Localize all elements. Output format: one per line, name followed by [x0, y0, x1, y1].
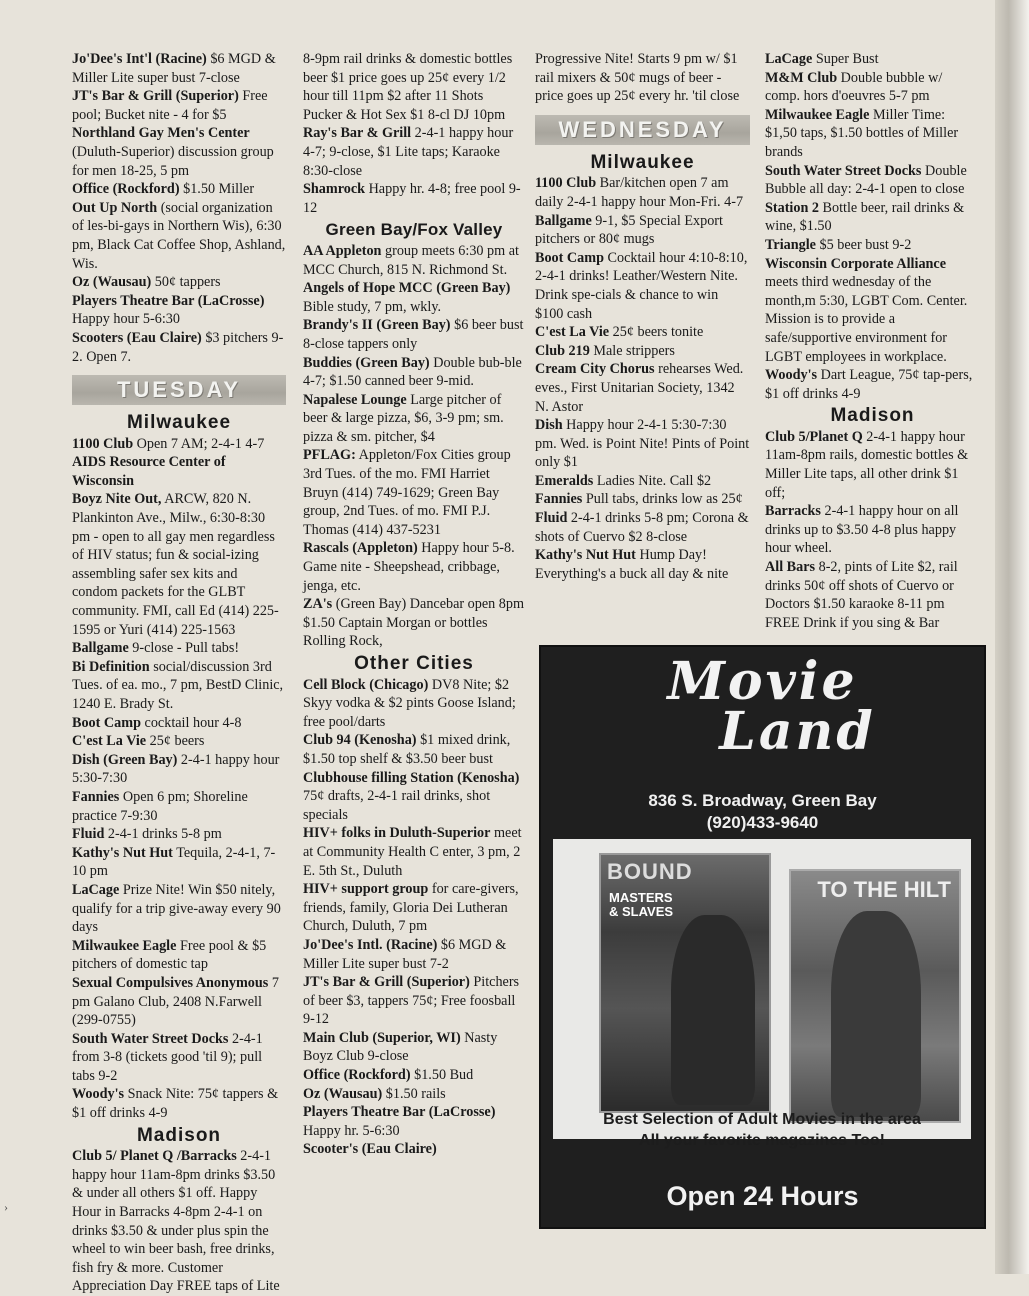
listing-details: 8-9pm rail drinks & domestic bottles beer $1 price goes up 25¢ every 1/2 hour till 11pm $2 after 11 Shots Pucker & Hot Sex $1 8-cl DJ 10pm	[303, 51, 513, 123]
listing-details: Appleton/Fox Cities group 3rd Tues. of the mo. FMI Harriet Bruyn (414) 749-1629; Green Bay group, 2nd Tues. of mo. FMI P.J. Thomas (414) 437-5231	[303, 447, 511, 538]
listing-details: 2-4-1 happy hour 11am-8pm rails, domestic bottles & Miller Lite taps, all other drink $1 off;	[765, 428, 969, 501]
wednesday-banner: WEDNESDAY	[535, 115, 750, 145]
listing-details: Miller Time: $1,50 taps, $1.50 bottles of Miller brands	[765, 106, 959, 160]
listing-name: Kathy's Nut Hut	[535, 547, 636, 564]
listing-entry	[535, 472, 750, 491]
column-1	[72, 50, 286, 1296]
listing-details: (social organization of les-bi-gays in Northern Wis), 6:30 pm, Black Cat Coffee Shop, Ashland, Wis.	[72, 199, 286, 272]
listing-name: 1100 Club	[535, 175, 597, 192]
listing-entry	[765, 558, 980, 632]
column-2	[303, 50, 525, 1159]
listing-details: $1 mixed drink, $1.50 top shelf & $3.50 beer bust	[303, 732, 511, 767]
list-col3a	[535, 50, 750, 106]
city-heading-milwaukee-wed: Milwaukee	[590, 151, 695, 173]
listing-name: Northland Gay Men's Center	[72, 125, 250, 142]
listing-name: Jo'Dee's Intl. (Racine)	[303, 936, 438, 953]
listing-details: 2-4-1 drinks 5-8 pm	[104, 826, 222, 843]
listing-name: Scooter's (Eau Claire)	[303, 1141, 437, 1158]
listing-entry	[303, 279, 525, 316]
listing-entry	[303, 539, 525, 595]
listing-name: South Water Street Docks	[765, 162, 922, 179]
list-col2b	[303, 242, 525, 651]
ad-tagline	[553, 1109, 971, 1151]
list-col2c	[303, 676, 525, 1159]
listing-entry	[72, 639, 286, 658]
tuesday-banner: TUESDAY	[72, 375, 286, 405]
listing-entry	[765, 255, 980, 367]
listing-name: All Bars	[765, 559, 816, 576]
listing-entry	[535, 490, 750, 509]
listing-entry	[303, 769, 525, 825]
listing-name: Office (Rockford)	[303, 1067, 411, 1084]
listing-details: Progressive Nite! Starts 9 pm w/ $1 rail mixers & 50¢ mugs of beer - price goes up 25¢ every hr. 'til close	[535, 51, 740, 105]
listing-details: Happy hr. 5-6:30	[303, 1122, 400, 1139]
listing-details: meets third wednesday of the month,m 5:30, LGBT Com. Center. Mission is to provide a safe/supportive environment for LGBT employees in workplace.	[765, 274, 968, 365]
listing-name: Ballgame	[72, 640, 129, 657]
listing-name: Dish (Green Bay)	[72, 751, 178, 768]
listing-details: for care-givers, friends, family, Gloria Dei Lutheran Church, Duluth, 7 pm	[303, 881, 519, 935]
ad-tagline-1: Best Selection of Adult Movies in the area	[603, 1111, 921, 1128]
listing-name: 1100 Club	[72, 435, 134, 452]
listing-details: 9-1, $5 Special Export pitchers or 80¢ mugs	[535, 212, 723, 248]
listing-name: C'est La Vie	[535, 324, 610, 341]
magazine-cover-image	[599, 853, 771, 1113]
listing-entry	[72, 714, 286, 733]
listing-details: $3 pitchers 9-2. Open 7.	[72, 329, 284, 365]
listing-name: Clubhouse filling Station (Kenosha)	[303, 769, 520, 786]
listing-details: Prize Nite! Win $50 nitely, qualify for a trip give-away every 90 days	[72, 881, 281, 936]
listing-entry	[72, 844, 286, 881]
listing-entry	[303, 180, 525, 217]
page-edge	[995, 0, 1029, 1274]
margin-mark: ›	[4, 1200, 8, 1214]
listing-entry	[765, 366, 980, 403]
listing-name: AA Appleton	[303, 242, 382, 259]
listing-details: 2-4-1 happy hour on all drinks up to $3.50 4-8 plus happy hour wheel.	[765, 503, 959, 557]
listing-details: 25¢ beers	[146, 733, 205, 750]
ad-title-line1: Movie	[667, 651, 858, 712]
listing-details: 25¢ beers tonite	[609, 324, 704, 341]
list-col1b	[72, 435, 286, 1123]
listing-name: Boot Camp	[72, 714, 141, 731]
listing-entry	[72, 937, 286, 974]
listing-details: Bible study, 7 pm, wkly.	[303, 298, 442, 315]
listing-name: Triangle	[765, 236, 816, 253]
listing-name: Wisconsin Corporate Alliance	[765, 255, 947, 272]
listing-entry	[72, 881, 286, 937]
listing-entry	[72, 199, 286, 273]
listing-entry	[765, 428, 980, 502]
listing-name: JT's Bar & Grill (Superior)	[303, 974, 470, 991]
listing-entry	[535, 212, 750, 249]
list-col1	[72, 50, 286, 366]
list-col4b	[765, 428, 980, 633]
listing-details: Happy hour 2-4-1 5:30-7:30 pm. Wed. is Point Nite! Pints of Point only $1	[535, 417, 750, 471]
listing-entry	[72, 658, 286, 714]
listing-entry	[72, 87, 286, 124]
listing-entry	[535, 174, 750, 211]
listing-details: 9-close - Pull tabs!	[128, 640, 240, 657]
listing-entry	[765, 502, 980, 558]
listing-entry	[535, 323, 750, 342]
listing-name: HIV+ support group	[303, 881, 429, 898]
listing-name: Main Club (Superior, WI)	[303, 1029, 461, 1046]
listing-entry	[72, 1085, 286, 1122]
listing-details: Nasty Boyz Club 9-close	[303, 1029, 498, 1065]
list-col3b	[535, 174, 750, 583]
listing-entry	[535, 360, 750, 416]
listing-name: Emeralds	[535, 472, 594, 489]
movie-land-ad	[539, 645, 986, 1229]
listing-details: 2-4-1 happy hour 5:30-7:30	[72, 751, 280, 787]
listing-details: group meets 6:30 pm at MCC Church, 815 N. Richmond St.	[303, 242, 519, 278]
listing-entry	[535, 509, 750, 546]
listing-name: LaCage	[72, 881, 120, 898]
listing-entry	[303, 1085, 525, 1104]
listing-details: Snack Nite: 75¢ tappers & $1 off drinks 4-9	[72, 1086, 279, 1122]
listing-details: Tequila, 2-4-1, 7-10 pm	[72, 844, 276, 880]
listing-details: 8-2, pints of Lite $2, rail drinks 50¢ off shots of Cuervo or Doctors $1.50 karaoke 8-11 pm FREE Drink if you sing & Bar	[765, 559, 958, 631]
magazine-title: BOUND	[607, 859, 693, 884]
listing-entry	[303, 936, 525, 973]
listing-details: $1.50 Bud	[410, 1067, 474, 1084]
listing-entry	[303, 824, 525, 880]
ad-address: 836 S. Broadway, Green Bay	[648, 791, 877, 810]
listing-name: Scooters (Eau Claire)	[72, 329, 202, 346]
listing-details: $6 MGD & Miller Lite super bust 7-close	[72, 51, 276, 86]
listing-name: PFLAG:	[303, 447, 356, 464]
listing-name: Oz (Wausau)	[303, 1085, 383, 1102]
listing-entry	[765, 106, 980, 162]
listing-name: Barracks	[765, 503, 821, 520]
column-3	[535, 50, 750, 583]
ad-title-line2: Land	[719, 701, 876, 762]
listing-name: Napalese Lounge	[303, 391, 407, 408]
listing-name: Club 94 (Kenosha)	[303, 732, 417, 749]
listing-name: Club 219	[535, 342, 590, 359]
listing-details: $6 beer bust 8-close tappers only	[303, 317, 524, 352]
listing-details: Double bubble w/ comp. hors d'oeuvres 5-7 pm	[765, 69, 943, 105]
listing-name: Oz (Wausau)	[72, 274, 152, 291]
listing-entry	[303, 595, 525, 651]
listing-entry	[72, 453, 286, 490]
listing-entry	[303, 973, 525, 1029]
listing-name: Ballgame	[535, 212, 592, 229]
listing-entry	[72, 490, 286, 639]
listing-entry	[72, 732, 286, 751]
listing-name: Station 2	[765, 199, 819, 216]
city-heading-other: Other Cities	[354, 653, 474, 674]
listing-name: Fannies	[72, 788, 120, 805]
listing-name: AIDS Resource Center of Wisconsin	[72, 454, 226, 489]
listing-entry	[303, 391, 525, 447]
listing-name: Angels of Hope MCC (Green Bay)	[303, 280, 511, 297]
listing-entry	[72, 435, 286, 454]
cover-figure-image	[671, 915, 755, 1105]
listing-name: Fluid	[72, 826, 105, 843]
city-heading-madison-wed: Madison	[830, 405, 915, 427]
listing-entry	[303, 731, 525, 768]
listing-name: South Water Street Docks	[72, 1030, 229, 1047]
listing-entry	[72, 124, 286, 180]
listing-details: cocktail hour 4-8	[140, 714, 242, 731]
magazine-cover-image-2	[789, 869, 961, 1123]
listing-details: Bar/kitchen open 7 am daily 2-4-1 happy hour Mon-Fri. 4-7	[535, 175, 744, 210]
listing-details: Open 7 AM; 2-4-1 4-7	[133, 435, 265, 452]
listing-details: social/discussion 3rd Tues. of ea. mo., 7 pm, BestD Clinic, 1240 E. Brady St.	[72, 658, 284, 712]
listing-name: Milwaukee Eagle	[72, 937, 177, 954]
listing-entry	[303, 676, 525, 732]
listing-entry	[72, 1030, 286, 1086]
listing-name: M&M Club	[765, 69, 838, 86]
ad-phone: (920)433-9640	[706, 813, 819, 832]
listing-entry	[303, 242, 525, 279]
listing-details: meet at Community Health C enter, 3 pm, 2 E. 5th St., Duluth	[303, 825, 522, 879]
listing-entry	[72, 292, 286, 329]
listing-entry	[303, 124, 525, 180]
listing-name: Boyz Nite Out,	[72, 491, 162, 508]
listing-name: Players Theatre Bar (LaCrosse)	[303, 1104, 496, 1121]
listing-details: Large pitcher of beer & large pizza, $6, 3-9 pm; sm. pizza & sm. pitcher, $4	[303, 391, 504, 445]
listing-entry	[765, 69, 980, 106]
listing-entry	[535, 342, 750, 361]
listing-name: Club 5/Planet Q	[765, 428, 863, 445]
listing-details: 2-4-1 happy hour 4-7; 9-close, $1 Lite taps; Karaoke 8:30-close	[303, 125, 514, 179]
listing-name: Woody's	[765, 367, 818, 384]
listing-details: Ladies Nite. Call $2	[593, 472, 712, 489]
cover-figure-image-2	[831, 911, 921, 1117]
listing-details: Happy hour 5-8. Game nite - Sheepshead, cribbage, jenga, etc.	[303, 540, 515, 594]
listing-entry	[72, 329, 286, 366]
listing-name: Cream City Chorus	[535, 361, 655, 378]
magazine-subtitle: MASTERS & SLAVES	[609, 890, 674, 919]
listing-entry	[72, 273, 286, 292]
listing-name: Cell Block (Chicago)	[303, 676, 429, 693]
list-col4a	[765, 50, 980, 403]
listing-name: Ray's Bar & Grill	[303, 125, 412, 142]
listing-entry	[303, 446, 525, 539]
listing-name: Milwaukee Eagle	[765, 106, 870, 123]
listing-entry	[535, 546, 750, 583]
listing-entry	[303, 1103, 525, 1140]
listing-name: Dish	[535, 417, 563, 434]
listing-entry	[535, 416, 750, 472]
listing-details: 50¢ tappers	[151, 274, 221, 291]
city-heading-green-bay: Green Bay/Fox Valley	[325, 220, 503, 240]
listing-name: Rascals (Appleton)	[303, 540, 418, 557]
listing-name: Shamrock	[303, 181, 366, 198]
listing-details: Happy hour 5-6:30	[72, 311, 180, 328]
listing-entry	[765, 162, 980, 199]
listing-entry	[765, 50, 980, 69]
ad-hours: Open 24 Hours	[666, 1181, 859, 1211]
listing-name: Woody's	[72, 1086, 125, 1103]
listing-entry	[72, 751, 286, 788]
listing-details: 75¢ drafts, 2-4-1 rail drinks, shot specials	[303, 788, 491, 823]
listing-name: HIV+ folks in Duluth-Superior	[303, 825, 491, 842]
listing-details: 2-4-1 happy hour 11am-8pm drinks $3.50 & under all others $1 off. Happy Hour in Barracks 4-8pm 2-4-1 on drinks $3.50 & under plus spin the wheel to win beer bash, free drinks, fish fry & more. Customer Appreciation Day FREE taps of Lite	[72, 1148, 280, 1295]
city-heading-madison: Madison	[136, 1124, 222, 1146]
city-heading-milwaukee: Milwaukee	[126, 412, 232, 434]
listing-details: (Green Bay) Dancebar open 8pm $1.50 Captain Morgan or bottles Rolling Rock,	[303, 596, 525, 650]
listing-entry	[303, 316, 525, 353]
listing-details: 2-4-1 drinks 5-8 pm; Corona & shots of Cuervo $2 8-close	[535, 510, 749, 545]
listing-entry	[303, 50, 525, 124]
listing-entry	[303, 1140, 525, 1159]
listing-name: Players Theatre Bar (LaCrosse)	[72, 292, 265, 309]
listing-details: Open 6 pm; Shoreline practice 7-9:30	[72, 788, 248, 824]
listing-entry	[303, 880, 525, 936]
column-4	[765, 50, 980, 632]
magazine-title-2: TO THE HILT	[817, 877, 951, 902]
listing-name: Office (Rockford)	[72, 181, 180, 198]
listing-details: rehearses Wed. eves., First Unitarian Society, 1342 N. Astor	[535, 361, 744, 415]
listing-entry	[765, 199, 980, 236]
listing-details: Double Bubble all day: 2-4-1 open to close	[765, 162, 967, 198]
listing-details: Pitchers of beer $3, tappers 75¢; Free foosball 9-12	[303, 974, 520, 1028]
ad-photo-panel	[553, 839, 971, 1139]
listing-name: Sexual Compulsives Anonymous	[72, 974, 269, 991]
listing-entry	[535, 50, 750, 106]
listing-details: Happy hr. 4-8; free pool 9-12	[303, 181, 521, 216]
listing-details: Free pool; Bucket nite - 4 for $5	[72, 88, 268, 123]
ad-title	[541, 651, 984, 762]
listing-details: 7 pm Galano Club, 2408 N.Farwell (299-0755)	[72, 974, 279, 1029]
listing-details: Free pool & $5 pitchers of domestic tap	[72, 937, 267, 973]
listing-name: ZA's	[303, 596, 333, 613]
ad-tagline-2: All your favorite magazines Too!	[639, 1132, 885, 1149]
listing-details: $1.50 rails	[382, 1085, 446, 1102]
listing-entry	[72, 825, 286, 844]
listing-name: JT's Bar & Grill (Superior)	[72, 88, 239, 105]
listing-details: $6 MGD & Miller Lite super bust 7-2	[303, 936, 507, 972]
listing-name: Boot Camp	[535, 249, 604, 266]
listing-details: Cocktail hour 4:10-8:10, 2-4-1 drinks! Leather/Western Nite. Drink spe-cials & chance to win $100 cash	[535, 249, 748, 322]
listing-entry	[765, 236, 980, 255]
listing-details: $1.50 Miller	[179, 181, 255, 198]
listing-name: Jo'Dee's Int'l (Racine)	[72, 51, 207, 67]
listing-entry	[72, 788, 286, 825]
listing-details: 2-4-1 from 3-8 (tickets good 'til 9); pull tabs 9-2	[72, 1030, 263, 1084]
listing-details: Super Bust	[812, 51, 879, 67]
listing-details: DV8 Nite; $2 Skyy vodka & $2 pints Goose Island; free pool/darts	[303, 676, 516, 730]
listing-entry	[72, 974, 286, 1030]
listing-entry	[303, 354, 525, 391]
listing-entry	[535, 249, 750, 323]
listing-entry	[72, 180, 286, 199]
listing-details: Double bub-ble 4-7; $1.50 canned beer 9-mid.	[303, 354, 522, 390]
listing-name: Brandy's II (Green Bay)	[303, 317, 451, 334]
listing-name: C'est La Vie	[72, 733, 147, 750]
listing-name: Out Up North	[72, 199, 158, 216]
listing-name: Buddies (Green Bay)	[303, 354, 430, 371]
listing-entry	[303, 1066, 525, 1085]
listing-name: Bi Definition	[72, 658, 150, 675]
listing-details: $5 beer bust 9-2	[815, 236, 912, 253]
listing-name: LaCage	[765, 51, 813, 67]
listing-name: Kathy's Nut Hut	[72, 844, 173, 861]
listing-details: Hump Day! Everything's a buck all day & nite	[535, 547, 729, 582]
listing-name: Fluid	[535, 510, 568, 527]
list-col2a	[303, 50, 525, 217]
listing-details: ARCW, 820 N. Plankinton Ave., Milw., 6:30-8:30 pm - open to all gay men regardless of HIV status; fun & social-izing assembling safer sex kits and condom packets for the GLBT community. FMI, call Ed (414) 225-1595 or Yuri (414) 225-1563	[72, 491, 279, 638]
listing-entry	[303, 1029, 525, 1066]
listing-entry	[72, 50, 286, 87]
listing-name: Club 5/ Planet Q /Barracks	[72, 1148, 237, 1165]
listing-details: Pull tabs, drinks low as 25¢	[582, 491, 743, 508]
listing-details: Male strippers	[589, 342, 675, 359]
listing-details: Bottle beer, rail drinks & wine, $1.50	[765, 199, 965, 235]
listing-details: (Duluth-Superior) discussion group for men 18-25, 5 pm	[72, 143, 274, 179]
listing-details: Dart League, 75¢ tap-pers, $1 off drinks 4-9	[765, 367, 973, 402]
listing-name: Fannies	[535, 491, 583, 508]
